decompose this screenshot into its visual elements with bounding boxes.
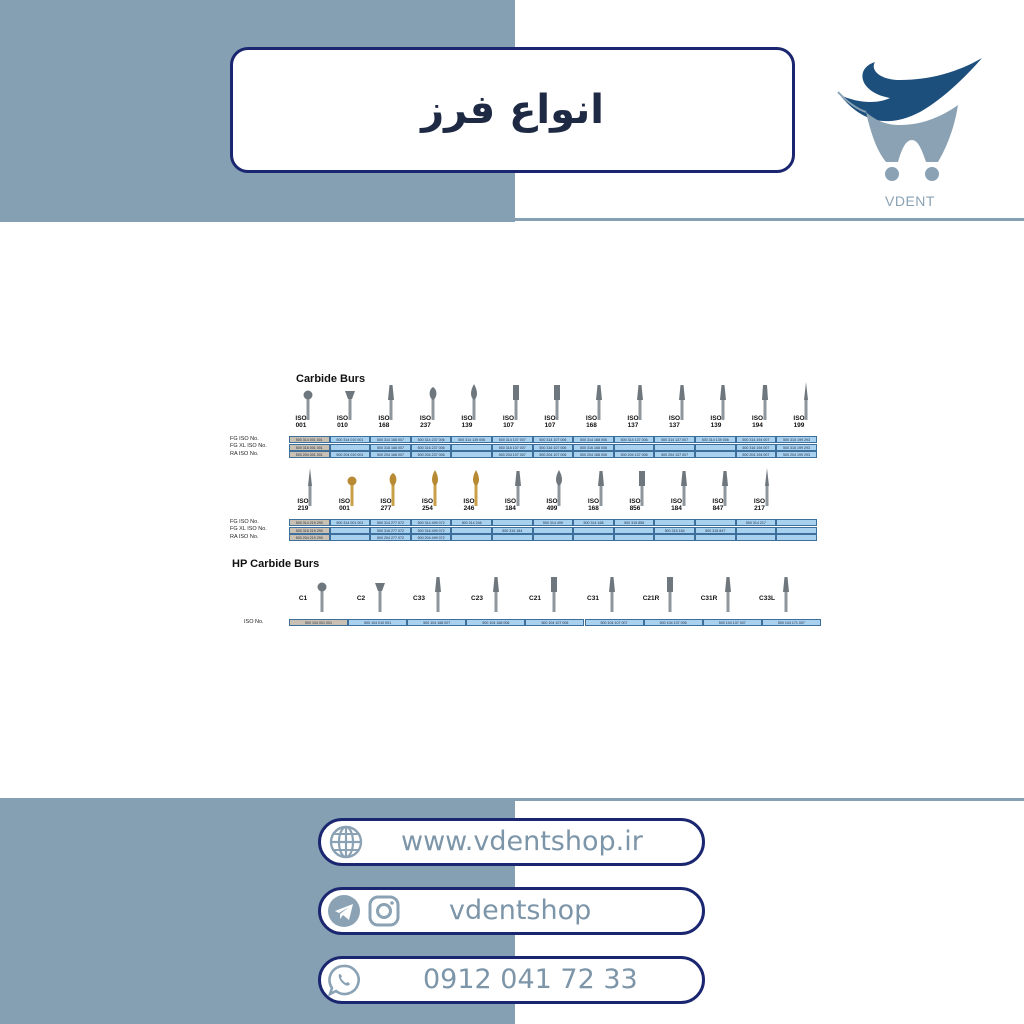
- bur-iso-label: ISO 010: [336, 415, 349, 429]
- bur-iso-label: ISO 139: [461, 415, 473, 429]
- table-cell: [736, 527, 777, 534]
- table-cell: 500 204 199 293: [776, 451, 817, 458]
- table-cell: 500 204 137 006: [614, 451, 655, 458]
- table-cell: 500 204 010 001: [330, 451, 371, 458]
- table-cell: 500 316 001 001: [289, 444, 330, 451]
- bur-catalog-image: [228, 368, 823, 630]
- table-cell: [695, 519, 736, 526]
- hp-bur-label: C2: [356, 595, 366, 602]
- hp-bur-illustration: [316, 574, 328, 616]
- table-cell: [533, 534, 574, 541]
- table-row-label: RA ISO No.: [230, 533, 259, 540]
- table-cell: 500 316 107 006: [533, 444, 574, 451]
- table-cell: 500 316 499 072: [411, 527, 452, 534]
- table-row-label: FG XL ISO No.: [230, 526, 267, 532]
- bur-iso-label: ISO 219: [297, 498, 309, 512]
- bur-iso-label: ISO 001: [338, 498, 351, 512]
- table-cell: 500 314 499 072: [411, 519, 452, 526]
- hp-bur-illustration: [490, 574, 502, 616]
- hp-table-cell: 500 104 168 007: [407, 619, 466, 626]
- bur-iso-label: ISO 168: [378, 415, 390, 429]
- bur-iso-label: ISO 254: [421, 498, 434, 512]
- hp-bur-label: C21: [529, 595, 541, 602]
- bur-iso-label: ISO 499: [546, 498, 558, 512]
- page-title: انواع فرز: [421, 87, 604, 133]
- bur-iso-label: ISO 168: [587, 498, 600, 512]
- table-cell: 500 314 010 001: [330, 436, 371, 443]
- table-cell: [330, 527, 371, 534]
- table-cell: 500 316 194 007: [736, 444, 777, 451]
- bur-iso-label: ISO 137: [668, 415, 681, 429]
- hp-table-cell: 500 104 010 001: [348, 619, 407, 626]
- hp-bur-label: C31R: [700, 595, 718, 602]
- bur-iso-label: ISO 199: [793, 415, 805, 429]
- table-cell: [330, 444, 371, 451]
- header-divider: [515, 218, 1024, 221]
- table-cell: 500 204 107 007: [492, 451, 533, 458]
- table-row-label: FG ISO No.: [230, 435, 259, 442]
- table-cell: [776, 519, 817, 526]
- table-cell: [533, 527, 574, 534]
- hp-table-cell: 500 104 171 007: [762, 619, 821, 626]
- table-cell: 500 314 277 072: [370, 519, 411, 526]
- table-cell: [695, 444, 736, 451]
- table-cell: [776, 534, 817, 541]
- table-cell: 500 315 856: [614, 519, 655, 526]
- title-box: [230, 47, 795, 173]
- table-cell: [451, 451, 492, 458]
- bur-iso-label: ISO 168: [585, 415, 598, 429]
- table-cell: 500 314 001 001: [330, 519, 371, 526]
- phone-number: 0912 041 72 33: [423, 964, 638, 995]
- table-cell: 500 316 107 007: [492, 444, 533, 451]
- globe-icon: [329, 825, 363, 859]
- table-cell: 500 204 219 290: [289, 534, 330, 541]
- hp-bur-illustration: [780, 574, 792, 616]
- table-cell: 500 316 168 007: [370, 444, 411, 451]
- vdent-logo: [830, 50, 990, 215]
- tooth-cart-icon: [830, 50, 990, 190]
- website-url: www.vdentshop.ir: [401, 826, 643, 857]
- table-cell: [614, 527, 655, 534]
- table-cell: [492, 519, 533, 526]
- table-cell: 500 314 107 007: [492, 436, 533, 443]
- instagram-icon: [367, 894, 401, 928]
- table-cell: [654, 444, 695, 451]
- footer-divider: [515, 798, 1024, 801]
- hp-bur-label: C1: [298, 595, 308, 602]
- table-cell: 500 314 194 007: [736, 436, 777, 443]
- bur-iso-label: ISO 847: [712, 498, 724, 512]
- table-cell: 500 204 137 007: [654, 451, 695, 458]
- bur-iso-label: ISO 246: [463, 498, 475, 512]
- table-cell: 500 314 139 006: [695, 436, 736, 443]
- table-cell: 500 204 194 007: [736, 451, 777, 458]
- table-cell: 500 316 199 293: [776, 444, 817, 451]
- bur-iso-label: ISO 107: [502, 415, 515, 429]
- table-row-label: FG XL ISO No.: [230, 443, 267, 449]
- bur-iso-label: ISO 184: [670, 498, 683, 512]
- table-cell: [451, 527, 492, 534]
- table-cell: 500 314 137 006: [614, 436, 655, 443]
- bur-iso-label: ISO 184: [504, 498, 517, 512]
- social-handle: vdentshop: [449, 895, 592, 926]
- table-cell: 500 204 277 072: [370, 534, 411, 541]
- phone-pill[interactable]: [318, 956, 705, 1004]
- bur-iso-label: ISO 001: [295, 415, 307, 429]
- brand-name: VDENT: [885, 193, 935, 209]
- table-row-label: FG ISO No.: [230, 518, 259, 525]
- table-cell: 500 316 168 006: [573, 444, 614, 451]
- table-row-label: RA ISO No.: [230, 450, 259, 457]
- section-title-carbide: Carbide Burs: [296, 373, 366, 385]
- table-cell: 500 314 217: [736, 519, 777, 526]
- hp-bur-label: C33L: [759, 595, 775, 602]
- table-cell: 500 204 499 072: [411, 534, 452, 541]
- bur-iso-label: ISO 139: [710, 415, 722, 429]
- hp-bur-label: C31: [587, 595, 599, 602]
- table-cell: 500 314 168 007: [370, 436, 411, 443]
- table-cell: 500 314 139 006: [451, 436, 492, 443]
- bur-iso-label: ISO 217: [753, 498, 766, 512]
- table-cell: 500 315 199 293: [776, 436, 817, 443]
- whatsapp-icon: [327, 963, 361, 997]
- table-cell: [451, 444, 492, 451]
- table-cell: [492, 534, 533, 541]
- table-cell: [776, 527, 817, 534]
- table-cell: 500 316 219 290: [289, 527, 330, 534]
- table-cell: 500 204 107 006: [533, 451, 574, 458]
- table-cell: 500 316 277 072: [370, 527, 411, 534]
- table-cell: [654, 519, 695, 526]
- table-cell: 500 314 219 290: [289, 519, 330, 526]
- section-title-hp-carbide: HP Carbide Burs: [232, 558, 320, 570]
- hp-table-cell: 500 104 001 001: [289, 619, 348, 626]
- bur-iso-label: ISO 237: [419, 415, 432, 429]
- table-cell: 500 314 499: [533, 519, 574, 526]
- telegram-icon: [327, 894, 361, 928]
- hp-bur-illustration: [548, 574, 560, 616]
- table-cell: 500 314 246: [451, 519, 492, 526]
- table-cell: 500 314 107 006: [533, 436, 574, 443]
- table-cell: 500 314 168 006: [573, 436, 614, 443]
- table-cell: [614, 534, 655, 541]
- table-cell: 500 204 168 006: [573, 451, 614, 458]
- table-cell: [695, 451, 736, 458]
- table-cell: [451, 534, 492, 541]
- hp-bur-illustration: [664, 574, 676, 616]
- table-cell: 500 204 237 006: [411, 451, 452, 458]
- bur-iso-label: ISO 107: [544, 415, 556, 429]
- hp-row-label: ISO No.: [244, 619, 264, 625]
- table-cell: [573, 534, 614, 541]
- table-cell: 500 314 168: [573, 519, 614, 526]
- bur-iso-label: ISO 856: [629, 498, 641, 512]
- hp-table-cell: 500 104 137 007: [703, 619, 762, 626]
- table-cell: [736, 534, 777, 541]
- bur-iso-label: ISO 194: [751, 415, 764, 429]
- table-cell: 500 314 137 007: [654, 436, 695, 443]
- hp-bur-illustration: [722, 574, 734, 616]
- hp-bur-illustration: [374, 574, 386, 616]
- table-cell: 500 315 847: [695, 527, 736, 534]
- table-cell: 500 315 184: [654, 527, 695, 534]
- table-cell: [330, 534, 371, 541]
- table-cell: [695, 534, 736, 541]
- bur-iso-label: ISO 137: [627, 415, 639, 429]
- hp-bur-label: C33: [413, 595, 425, 602]
- website-pill[interactable]: [318, 818, 705, 866]
- bur-iso-label: ISO 277: [380, 498, 392, 512]
- table-cell: 500 204 001 001: [289, 451, 330, 458]
- table-cell: 500 315 184: [492, 527, 533, 534]
- table-cell: [573, 527, 614, 534]
- table-cell: [654, 534, 695, 541]
- table-cell: 500 314 001 001: [289, 436, 330, 443]
- hp-bur-illustration: [432, 574, 444, 616]
- hp-bur-label: C23: [471, 595, 483, 602]
- table-cell: 500 316 237 006: [411, 444, 452, 451]
- hp-table-cell: 500 104 168 006: [466, 619, 525, 626]
- hp-bur-illustration: [606, 574, 618, 616]
- hp-table-cell: 500 104 137 006: [644, 619, 703, 626]
- table-cell: [614, 444, 655, 451]
- hp-table-cell: 500 104 107 006: [525, 619, 584, 626]
- table-cell: 500 204 168 007: [370, 451, 411, 458]
- hp-bur-label: C21R: [642, 595, 660, 602]
- table-cell: 500 314 237 006: [411, 436, 452, 443]
- hp-table-cell: 500 104 107 007: [585, 619, 644, 626]
- social-pill[interactable]: [318, 887, 705, 935]
